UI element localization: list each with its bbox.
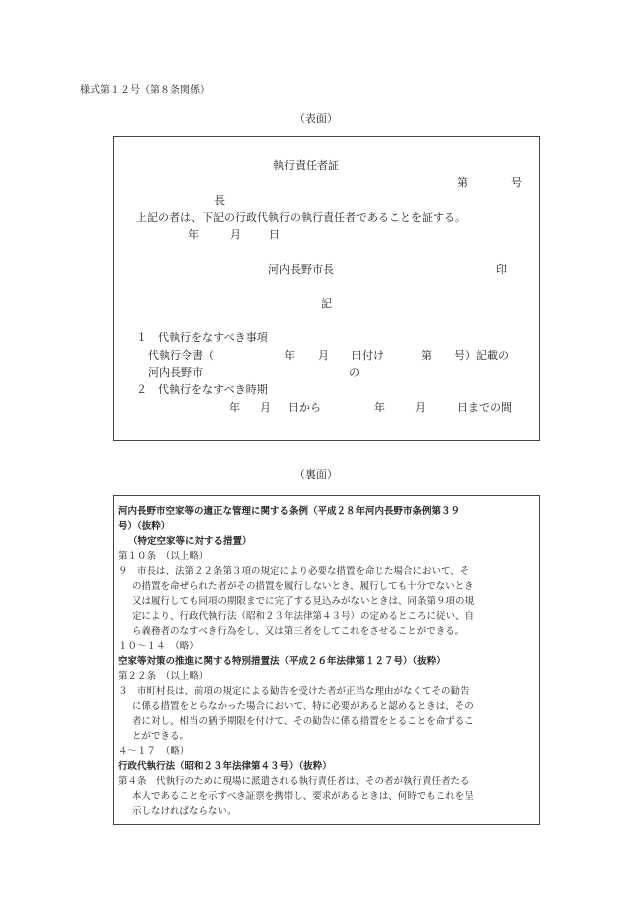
- item2-himade: 日までの間: [457, 401, 512, 414]
- item1-go: 号）記載の: [454, 349, 509, 362]
- back-line-para3-4: とができる。: [132, 731, 190, 742]
- back-line-para9-3: 又は履行しても同項の期限までに完了する見込みがないときは、同条第９項の規: [132, 596, 475, 607]
- ki-label: 記: [321, 297, 332, 310]
- certification-statement: 上記の者は、下記の行政代執行の執行責任者であることを証する。: [136, 211, 466, 224]
- back-line-para9-4: 定により、行政代執行法（昭和２３年法律第４３号）の定めるところに従い、自: [132, 611, 475, 622]
- item1-city: 河内長野市: [148, 366, 203, 379]
- back-line-omitted-1: １０～１４ （略）: [118, 641, 199, 652]
- item2-tsuki2: 月: [415, 401, 426, 414]
- back-line-execution-act-title: 行政代執行法（昭和２３年法律第４３号）（抜粋）: [118, 761, 332, 772]
- back-line-para3-3: 者に対し、相当の猶予期限を付けて、その勧告に係る措置をとることを命ずるこ: [132, 716, 474, 727]
- back-line-ordinance-title: 河内長野市空家等の適正な管理に関する条例（平成２８年河内長野市条例第３９: [118, 506, 461, 517]
- back-line-ordinance-title-cont: 号）（抜粋）: [118, 521, 171, 532]
- front-label: （表面）: [294, 112, 338, 125]
- item2-hikara: 日から: [288, 401, 321, 414]
- back-line-heading: （特定空家等に対する措置）: [128, 536, 252, 547]
- number-dai: 第: [457, 176, 468, 189]
- back-excerpt-box: [113, 495, 540, 825]
- date-nen: 年: [188, 228, 199, 241]
- number-go: 号: [511, 176, 522, 189]
- back-line-article22: 第２２条 （以上略）: [118, 671, 209, 682]
- item1-nen: 年: [284, 349, 295, 362]
- item1-dai: 第: [421, 349, 432, 362]
- back-line-omitted-2: ４～１７ （略）: [118, 746, 190, 757]
- back-line-para9-2: の措置を命ぜられた者がその措置を履行しないとき、履行しても十分でないとき: [132, 581, 474, 592]
- item1-title: １ 代執行をなすべき事項: [136, 331, 268, 344]
- back-line-article4-3: 示しなければならない。: [132, 806, 237, 817]
- back-line-para3-1: ３ 市町村長は、前項の規定による勧告を受けた者が正当な理由がなくてその勧告: [118, 686, 470, 697]
- back-line-act-title: 空家等対策の推進に関する特別措置法（平成２６年法律第１２７号）（抜粋）: [118, 656, 446, 667]
- cho-label: 長: [214, 194, 225, 207]
- certificate-title: 執行責任者証: [273, 159, 339, 172]
- item1-tsuki: 月: [318, 349, 329, 362]
- back-line-article10: 第１０条 （以上略）: [118, 551, 209, 562]
- item2-nen: 年: [229, 401, 240, 414]
- date-tsuki: 月: [230, 228, 241, 241]
- seal-mark: 印: [496, 263, 507, 276]
- item1-order-label: 代執行令書（: [148, 349, 214, 362]
- issuer: 河内長野市長: [268, 263, 334, 276]
- item2-title: ２ 代執行をなすべき時期: [136, 383, 268, 396]
- item1-hizuke: 日付け: [351, 349, 384, 362]
- item1-no: の: [349, 366, 360, 379]
- item2-tsuki: 月: [260, 401, 271, 414]
- form-number: 様式第１２号（第８条関係）: [80, 85, 210, 96]
- back-line-para9-1: ９ 市長は、法第２２条第３項の規定により必要な措置を命じた場合において、そ: [118, 566, 470, 577]
- date-hi: 日: [269, 228, 280, 241]
- back-line-para9-5: ら義務者のなすべき行為をし、又は第三者をしてこれをさせることができる。: [132, 626, 465, 637]
- front-certificate-box: [113, 136, 540, 441]
- back-line-para3-2: に係る措置をとらなかった場合において、特に必要があると認めるときは、その: [132, 701, 474, 712]
- item2-nen2: 年: [374, 401, 385, 414]
- back-line-article4-1: 第４条 代執行のために現場に派遣される執行責任者は、その者が執行責任者たる: [118, 776, 470, 787]
- back-label: （裏面）: [294, 468, 338, 481]
- back-line-article4-2: 本人であることを示すべき証票を携帯し、要求があるときは、何時でもこれを呈: [132, 791, 474, 802]
